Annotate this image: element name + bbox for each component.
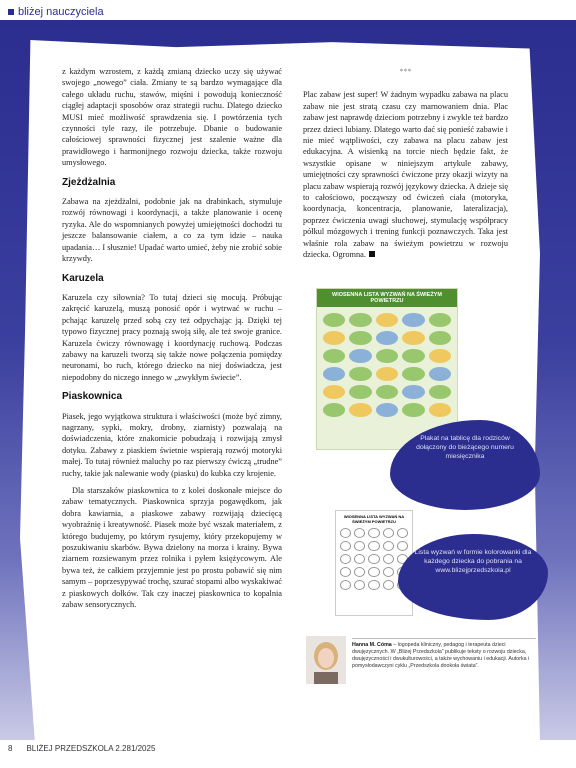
coloring-item-icon (397, 541, 408, 551)
coloring-item-icon (368, 580, 379, 590)
author-description: – logopeda kliniczny, pedagog i terapeuta dzieci dwujęzycznych. W „Bliżej Przedszkola” publikuje teksty o rozwoju dziecka, dwujęzyczności i dwukulturowości, a także wychowaniu i edukacji. Autorka i pomysłodawczyni cyklu „Przedszkola dookoła świata”. (352, 642, 530, 669)
poster-item-icon (402, 331, 424, 345)
poster-item-icon (429, 385, 451, 399)
left-column (62, 66, 282, 616)
download-caption-bubble (398, 534, 548, 620)
coloring-item-icon (340, 541, 351, 551)
poster-item-icon (323, 403, 345, 417)
poster-item-icon (402, 385, 424, 399)
coloring-item-icon (383, 567, 394, 577)
poster-item-icon (349, 331, 371, 345)
coloring-item-icon (397, 528, 408, 538)
right-column (303, 66, 508, 267)
poster-item-icon (323, 367, 345, 381)
closing-text: Plac zabaw jest super! W żadnym wypadku zabawa na placu zabaw nie jest stratą czasu czy marnowaniem dnia. Plac zabaw jest naprawdę dzieciom potrzebny i zwykle też bardzo przez dzieci lubiany. Dlatego warto dać się ponieść zabawie i nie mieć wątpliwości, czy zabawa na placu zabaw jest edukacyjna. A wisienką na torcie niech będzie fakt, że wszystkie opisane w niniejszym artykule zabawy, umiejętności czy sprawności ćwiczone przy okazji wizyty na placu zabaw wspierają rozwój językowy dziecka. A dzieje się to całościowo, począwszy od ćwiczeń ciała (motoryka, koordynacja, koncentracja, planowanie, lateralizacja), poprzez ćwiczenia uwagi słuchowej, stymulację współpracy półkul mózgowych i trening funkcji poznawczych. Taka jest właśnie rola zabaw na świeżym powietrzu w rozwoju dziecka. Ogromna. (303, 90, 508, 260)
poster-item-icon (429, 349, 451, 363)
end-mark-icon (369, 251, 375, 257)
paragraph-zjezdzalnia: Zabawa na zjeżdżalni, podobnie jak na drabinkach, stymuluje rozwój równowagi i koordynacji, a także planowanie i ocenę ryzyka. Ale do wspomnianych powyżej umiejętności dochodzi tu jeszcze balansowanie ciałem, a co za tym idzie – nauka upadania… I słusznie! Upadać warto umieć, żeby nie zrobić sobie krzywdy. (62, 197, 282, 264)
paragraph-piaskownica-2: Dla starszaków piaskownica to z kolei doskonałe miejsce do zabaw tematycznych. Piaskownica sprzyja pogawędkom, jak dobra kawiarnia, a piaskowe zabawy rozwijają dziecięcą wyobraźnię i kreatywność. Piasek może być wszak materiałem, z którego budujemy, po którym rysujemy, który przekopujemy w poszukiwaniu skarbów. Bywa dzielony na morza i krainy. Bywa ziarnem rozsiewanym przez rolnika i pyłem księżycowym. Ale bywa też, że całkiem przyjemnie jest po prostu pobawić się nim samym – poprzesypywać trochę, szurać stopami albo wyskakiwać z piaskowych dołków. Tak czy inaczej piaskownica to kopalnia zabaw sensorycznych. (62, 486, 282, 610)
poster-item-icon (376, 403, 398, 417)
poster-item-icon (402, 313, 424, 327)
section-title: bliżej nauczyciela (18, 6, 104, 18)
coloring-sheet-title: WIOSENNA LISTA WYZWAŃ NA ŚWIEŻYM POWIETRZU (343, 514, 405, 524)
author-bio (352, 638, 536, 670)
coloring-item-icon (368, 541, 379, 551)
poster-title: WIOSENNA LISTA WYZWAŃ NA ŚWIEŻYM POWIETRZU (317, 289, 457, 307)
coloring-item-icon (340, 554, 351, 564)
coloring-item-icon (383, 528, 394, 538)
coloring-item-icon (340, 567, 351, 577)
intro-paragraph: z każdym wzrostem, z każdą zmianą dziecko uczy się używać swojego „nowego” ciała. Zmiany te są bardzo wymagające dla całego układu ruchu, stawów, mięśni i powodują konieczność ciągłej adaptacji sposobów oraz strategii ruchu. Dlatego dziecko MUSI mieć możliwość sprawdzenia się. I powtórzenia tych czynności tyle razy, ile potrzebuje. Dbanie o budowanie całościowej sprawności fizycznej jest szalenie ważne dla prawidłowego i harmonijnego rozwoju dziecka, także rozwoju umysłowego. (62, 67, 282, 168)
coloring-item-icon (340, 580, 351, 590)
author-photo (306, 636, 346, 684)
author-portrait-icon (306, 636, 346, 684)
poster-item-icon (429, 367, 451, 381)
coloring-item-icon (354, 528, 365, 538)
coloring-item-icon (383, 554, 394, 564)
heading-zjezdzalnia: Zjeżdżalnia (62, 176, 116, 188)
coloring-item-icon (368, 554, 379, 564)
author-name: Hanna M. Cóma (352, 642, 392, 648)
page-number: 8 (8, 744, 13, 753)
coloring-item-icon (354, 567, 365, 577)
coloring-item-icon (383, 580, 394, 590)
poster-item-icon (349, 349, 371, 363)
poster-item-icon (349, 313, 371, 327)
section-header (8, 6, 104, 18)
coloring-item-icon (354, 541, 365, 551)
magazine-issue: BLIŻEJ PRZEDSZKOLA 2.281/2025 (26, 744, 156, 753)
download-caption: Lista wyzwań w formie kolorowanki dla każdego dziecka do pobrania na www.blizejprzedszkola.pl (414, 549, 532, 574)
poster-item-icon (376, 331, 398, 345)
poster-item-icon (323, 385, 345, 399)
poster-item-icon (349, 367, 371, 381)
poster-item-icon (323, 313, 345, 327)
square-bullet-icon (8, 9, 14, 15)
poster-item-icon (376, 313, 398, 327)
coloring-item-icon (354, 580, 365, 590)
poster-caption-bubble (390, 420, 540, 510)
coloring-item-icon (368, 567, 379, 577)
coloring-item-icon (354, 554, 365, 564)
closing-paragraph (303, 89, 508, 260)
poster-item-icon (429, 313, 451, 327)
poster-item-icon (402, 367, 424, 381)
poster-icon-grid (317, 307, 457, 423)
author-box (306, 636, 536, 686)
poster-item-icon (376, 349, 398, 363)
coloring-item-icon (383, 541, 394, 551)
coloring-item-icon (340, 528, 351, 538)
heading-piaskownica: Piaskownica (62, 391, 123, 403)
poster-item-icon (429, 403, 451, 417)
poster-item-icon (323, 349, 345, 363)
poster-item-icon (376, 367, 398, 381)
paragraph-karuzela: Karuzela czy siłownia? To tutaj dzieci się mocują. Próbując zakręcić karuzelą, muszą ponosić opór i wytrwać w ruchu – pchając karuzelę przed sobą czy też odpychając ją. Dzięki tej typowo fizycznej pracy poznają swoją siłę, ale też swoje granice. Karuzela ćwiczy równowagę i koordynację ruchową. Podczas zabawy na karuzeli tworzą się także nowe połączenia pomiędzy neuronami, bo ruch, którego dziecko na niej doświadcza, jest niepodobny do niczego innego w „zwykłym świecie”. (62, 292, 282, 382)
poster-item-icon (349, 385, 371, 399)
coloring-item-icon (368, 528, 379, 538)
coloring-sheet-image (335, 510, 413, 616)
poster-item-icon (402, 349, 424, 363)
poster-item-icon (323, 331, 345, 345)
poster-item-icon (349, 403, 371, 417)
poster-item-icon (376, 385, 398, 399)
poster-caption: Plakat na tablicę dla rodziców dołączony do bieżącego numeru miesięcznika (416, 435, 514, 460)
poster-item-icon (429, 331, 451, 345)
page-footer (8, 744, 155, 753)
poster-item-icon (402, 403, 424, 417)
heading-karuzela: Karuzela (62, 272, 104, 284)
paragraph-piaskownica-1: Piasek, jego wyjątkowa struktura i właściwości (może być zimny, nagrzany, sypki, mokry, drobny, ziarnisty) pozwalają na doświadczenia, które znakomicie pobudzają i rozwijają zmysł dotyku. Zabawy z piaskiem świetnie wspierają rozwój motoryki małej. To tutaj również maluchy po raz pierwszy ćwiczą „trudne” ruchy, takie jak nalewanie wody (piasku) do kubka czy krojenie. (62, 411, 282, 478)
section-divider-stars: *** (399, 67, 412, 76)
